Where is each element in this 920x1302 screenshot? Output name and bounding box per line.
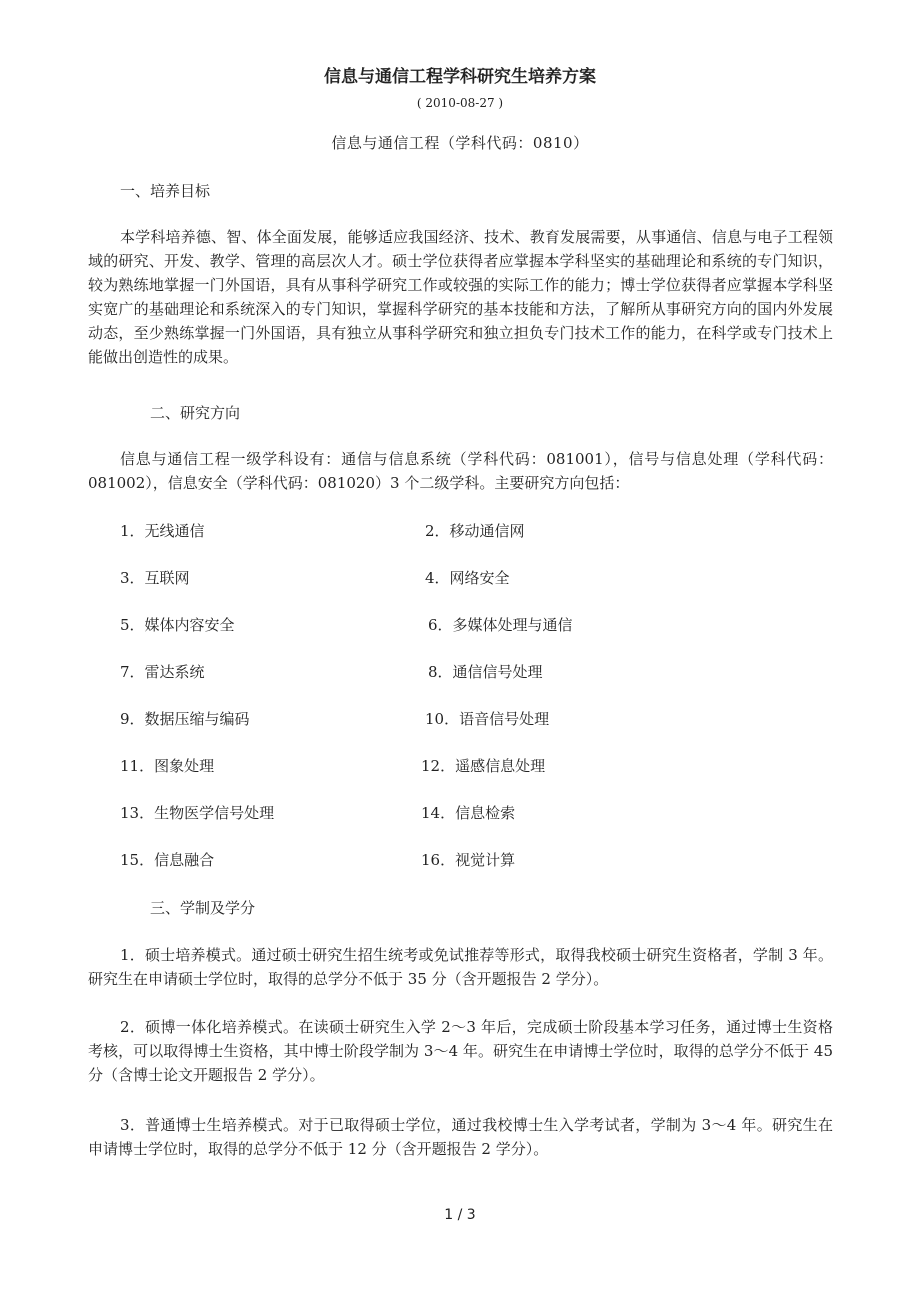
direction-item: 14．信息检索 [421, 804, 516, 822]
direction-item: 4．网络安全 [425, 569, 510, 587]
direction-item: 13．生物医学信号处理 [120, 804, 275, 822]
direction-item: 9．数据压缩与编码 [120, 710, 250, 728]
direction-item: 5．媒体内容安全 [120, 616, 235, 634]
direction-item: 1．无线通信 [120, 522, 205, 540]
direction-item: 15．信息融合 [120, 851, 215, 869]
document-subtitle: 信息与通信工程（学科代码：0810） [331, 134, 589, 152]
direction-item: 6．多媒体处理与通信 [428, 616, 573, 634]
direction-item: 7．雷达系统 [120, 663, 205, 681]
document-date: ( 2010-08-27 ) [416, 96, 504, 110]
paragraph-combined-mode: 2．硕博一体化培养模式。在读硕士研究生入学 2～3 年后，完成硕士阶段基本学习任务，通过博士生资格考核，可以取得博士生资格，其中博士阶段学制为 3～4 年。研究生在申请博士学位时，取得的总学分不低于 45 分（含博士论文开题报告 2 学分）。 [88, 1018, 833, 1084]
paragraph-phd-mode: 3．普通博士生培养模式。对于已取得硕士学位，通过我校博士生入学考试者，学制为 3～4 年。研究生在申请博士学位时，取得的总学分不低于 12 分（含开题报告 2 学分）。 [88, 1116, 833, 1158]
section-heading-duration-credits: 三、学制及学分 [150, 899, 256, 917]
page-number: 1 / 3 [444, 1207, 476, 1223]
paragraph-directions-intro: 信息与通信工程一级学科设有：通信与信息系统（学科代码：081001），信号与信息处理（学科代码：081002），信息安全（学科代码：081020）3 个二级学科。主要研究方向包括： [88, 450, 833, 492]
direction-item: 16．视觉计算 [421, 851, 516, 869]
direction-item: 11．图象处理 [120, 757, 215, 775]
direction-item: 12．遥感信息处理 [421, 757, 546, 775]
direction-item: 3．互联网 [120, 569, 190, 587]
paragraph-master-mode: 1．硕士培养模式。通过硕士研究生招生统考或免试推荐等形式，取得我校硕士研究生资格者，学制 3 年。研究生在申请硕士学位时，取得的总学分不低于 35 分（含开题报告 2 学分）。 [88, 946, 833, 988]
direction-item: 10．语音信号处理 [425, 710, 550, 728]
paragraph-goals: 本学科培养德、智、体全面发展，能够适应我国经济、技术、教育发展需要，从事通信、信息与电子工程领域的研究、开发、教学、管理的高层次人才。硕士学位获得者应掌握本学科坚实的基础理论和系统的专门知识，较为熟练地掌握一门外国语，具有从事科学研究工作或较强的实际工作的能力；博士学位获得者应掌握本学科坚实宽广的基础理论和系统深入的专门知识，掌握科学研究的基本技能和方法，了解所从事研究方向的国内外发展动态，至少熟练掌握一门外国语，具有独立从事科学研究和独立担负专门技术工作的能力，在科学或专门技术上能做出创造性的成果。 [88, 228, 833, 366]
section-heading-goals: 一、培养目标 [120, 182, 211, 200]
direction-item: 8．通信信号处理 [428, 663, 543, 681]
document-title: 信息与通信工程学科研究生培养方案 [324, 67, 596, 87]
direction-item: 2．移动通信网 [425, 522, 525, 540]
section-heading-directions: 二、研究方向 [150, 404, 241, 422]
